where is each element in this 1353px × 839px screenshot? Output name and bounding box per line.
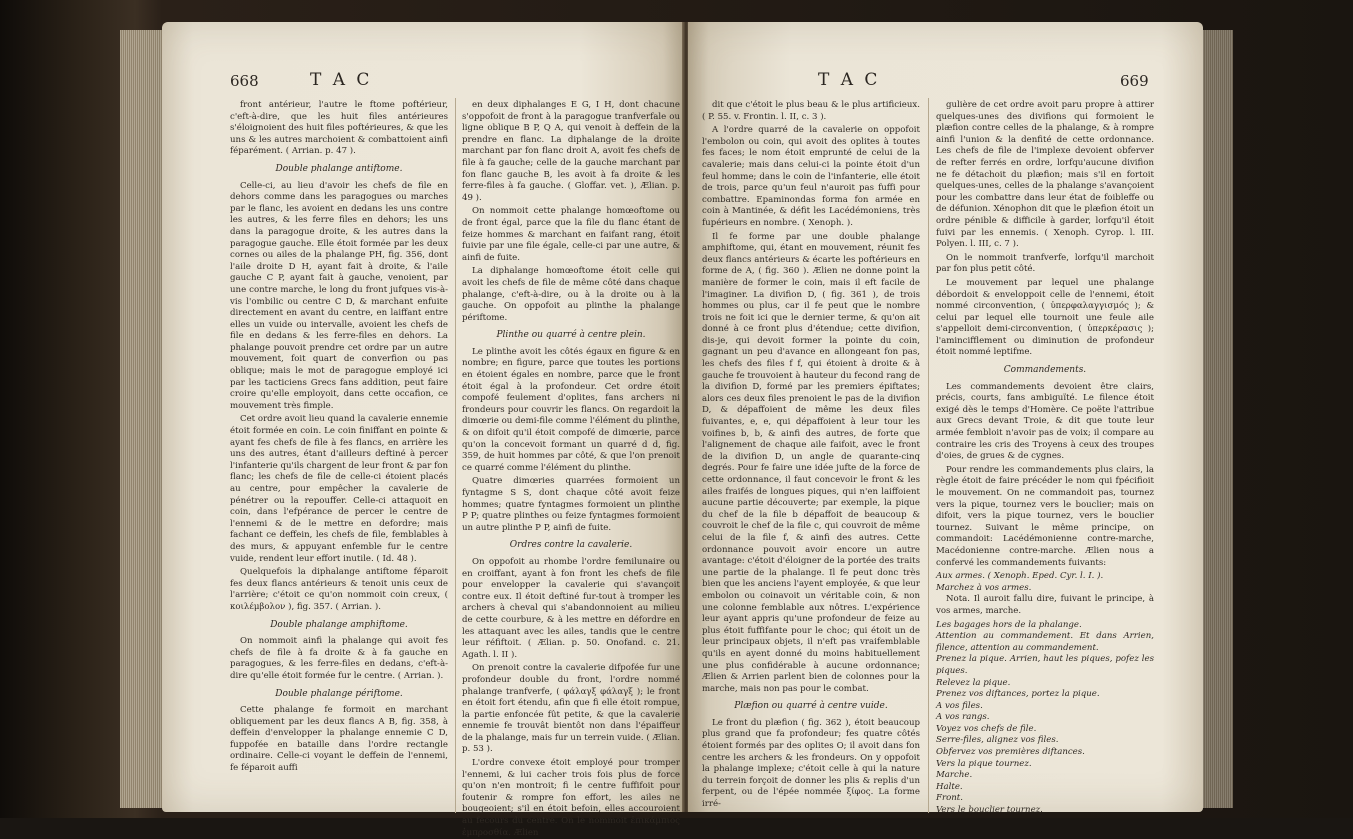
text-column-2 [462, 100, 680, 838]
page-number: 669 [1120, 72, 1149, 90]
paragraph: en deux diphalanges E G, I H, dont chacune s'oppofoit de front à la paragogue tranfverfale ou ligne oblique B P, Q A, qui venoit à deffein de la prendre en flanc. La diphalange de la droite marchant par fon flanc droit A, avoit fes chefs de file à fa gauche; celle de la gauche marchant par fon flanc gauche B, les avoit à fa droite & les ferre-files à fa gauche. ( Gloffar. vet. ), Ælian. p. 49 ). [462, 100, 680, 203]
page-edges-right [1203, 30, 1233, 808]
paragraph: Quatre dimœries quarrées formoient un fyntagme S S, dont chaque côté avoit feize hommes; quatre fyntagmes formoient un plinthe P P; quatre plinthes ou feize fyntagmes formoient un autre plinthe P P, ainfi de fuite. [462, 476, 680, 533]
paragraph: Voyez vos chefs de file. [936, 723, 1037, 734]
paragraph: Quelquefois la diphalange antiftome féparoit fes deux flancs antérieurs & tenoit unis ceux de l'arrière; c'étoit ce qu'on nommoit coin creux, ( κοιλέμβολον ), fig. 357. ( Arrian. ). [230, 567, 448, 612]
paragraph: On oppofoit au rhombe l'ordre femilunaire ou en croiffant, ayant à fon front les chefs de file pour envelopper la cavalerie qui s'avançoit contre eux. Il étoit deftiné fur-tout à tromper les archers à cheval qui s'abandonnoient au milieu de cette courbure, & à les mettre en défordre en les attaquant avec les ailes, tandis que le centre leur réfiftoit. ( Ælian. p. 50. Onofand. c. 21. Agath. l. II ). [462, 556, 680, 660]
paragraph: L'ordre convexe étoit employé pour tromper l'ennemi, & lui cacher trois fois plus de force qu'on n'en montroit; fi le centre fuffifoit pour foutenir & rompre fon effort, les ailes ne bougeoient; s'il en étoit befoin, elles accouroient au fecours du centre. On le nommoit ἐπικάμπιος ἐμπροσθία. Ælien [462, 758, 680, 838]
paragraph: Vers la pique tournez. [936, 758, 1032, 769]
paragraph: Pour rendre les commandements plus clairs, la règle étoit de faire précéder le nom qui fpécifioit le mouvement. On ne commandoit pas, tournez vers la pique, tournez vers le bouclier; mais on difoit, vers la pique tournez, vers le bouclier tournez. Suivant le même principe, on commandoit: Lacédémonienne contre-marche, Macédonienne contre-marche. Ælien nous a confervé les commandements fuivants: [936, 464, 1154, 568]
paragraph: Cet ordre avoit lieu quand la cavalerie ennemie étoit formée en coin. Le coin finiffant en pointe & ayant fes chefs de file à fes flancs, en arrière les uns des autres, étant d'ailleurs deftiné à percer l'infanterie qu'ils chargent de leur front & par fon flanc; les chefs de file de celle-ci étoient placés au centre, pour empêcher la cavalerie de pénétrer ou la repouffer. Celle-ci attaquoit en coin, dans l'efpérance de percer le centre de l'ennemi & de le mettre en defordre; mais fachant ce deffein, les chefs de file, femblables à des murs, & appuyant enfemble fur le centre vuide, rendent leur effort inutile. ( Id. 48 ). [230, 414, 448, 564]
text-column-1 [702, 100, 920, 820]
running-header: T A C [310, 70, 373, 90]
paragraph: Obfervez vos premières diftances. [936, 747, 1085, 758]
paragraph: On nommoit cette phalange homœoftome ou de front égal, parce que la file du flanc étant de feize hommes & marchant en faifant rang, étoit fuivie par une file égale, celle-ci par une autre, & ainfi de fuite. [462, 206, 680, 263]
paragraph: Halte. [936, 781, 963, 792]
paragraph: On nommoit ainfi la phalange qui avoit fes chefs de file à fa droite & à fa gauche en paragogues, & les ferre-files en dedans, c'eft-à-dire qu'elle étoit formée fur le centre. ( Arrian. ). [230, 636, 448, 681]
paragraph: Aux armes. ( Xenoph. Eped. Cyr. l. I. ). [936, 571, 1104, 582]
column-rule [928, 98, 929, 813]
paragraph: Nota. Il auroit fallu dire, fuivant le principe, à vos armes, marche. [936, 594, 1154, 616]
paragraph: Celle-ci, au lieu d'avoir les chefs de file en dehors comme dans les paragogues ou marches par le flanc, les avoient en dedans les uns contre les autres, & les ferre files en dehors; les uns dans la paragogue droite, & les autres dans la paragogue gauche. Elle étoit formée par les deux cornes ou ailes de la phalange PH, fig. 356, dont l'aile droite D H, ayant fait à droite, & l'aile gauche C P, ayant fait à gauche, venoient, par une contre marche, le long du front jufques vis-à-vis l'ombilic ou centre C D, & marchant enfuite directement en avant du centre, en laiffant entre elles un vuide ou intervalle, avoient les chefs de file en dedans & les ferre-files en dehors. La phalange pouvoit prendre cet ordre par un autre mouvement, foit quart de converfion ou pas oblique; mais le mot de paragogue employé ici par les tacticiens Grecs fans addition, peut faire croire qu'elle employoit, dans cette occafion, ce mouvement très fimple. [230, 180, 448, 411]
section-heading: Ordres contre la cavalerie. [509, 540, 633, 551]
paragraph: Marchez à vos armes. [936, 582, 1032, 593]
section-heading: Plinthe ou quarré à centre plein. [496, 330, 646, 341]
paragraph: Prenez vos diftances, portez la pique. [936, 689, 1100, 700]
paragraph: Attention au commandement. Et dans Arrien, filence, attention au commandement. [936, 631, 1154, 653]
paragraph: Cette phalange fe formoit en marchant obliquement par les deux flancs A B, fig. 358, à deffein d'envelopper la phalange ennemie C D, fuppofée en bataille dans l'ordre rectangle ordinaire. Celle-ci voyant le deffein de l'ennemi, fe féparoit auffi [230, 705, 448, 774]
paragraph: front antérieur, l'autre le ftome poftérieur, c'eft-à-dire, que les huit files antérieures s'éloignoient des huit files poftérieures, & que les uns & les autres marchoient & combattoient ainfi féparément. ( Arrian. p. 47 ). [230, 100, 448, 157]
paragraph: On prenoit contre la cavalerie difpofée fur une profondeur double du front, l'ordre nommé phalange tranfverfe, ( φάλαγξ φάλαγξ ); le front en étoit fort étendu, afin que fi elle étoit rompue, la partie enfoncée fût petite, & que la cavalerie ennemie fe trouvât bientôt non dans l'épaiffeur de la phalange, mais fur un terrein vuide. ( Ælian. p. 53 ). [462, 663, 680, 755]
right-page [688, 22, 1203, 816]
running-header: T A C [818, 70, 881, 90]
section-heading: Commandements. [1003, 365, 1087, 376]
paragraph: On le nommoit tranfverfe, lorfqu'il marchoit par fon plus petit côté. [936, 252, 1154, 275]
page-edges-left [120, 30, 164, 808]
section-heading: Double phalange amphiftome. [270, 619, 408, 630]
section-heading: Plæfion ou quarré à centre vuide. [734, 701, 888, 712]
paragraph: Les commandements devoient être clairs, précis, courts, fans ambiguïté. Le filence étoit exigé dès le temps d'Homère. Ce poëte l'attribue aux Grecs devant Troie, & dit que toute leur armée fembloit n'avoir pas de voix; il compare au contraire les cris des Troyens à ceux des troupes d'oies, de grues & de cygnes. [936, 381, 1154, 462]
section-heading: Double phalange antiftome. [275, 163, 403, 174]
paragraph: Le plinthe avoit les côtés égaux en figure & en nombre; en figure, parce que toutes les portions en étoient égales en nombre, parce que le front étoit égal à la profondeur. Cet ordre étoit compofé feulement d'oplites, fans archers ni frondeurs pour couvrir les flancs. On regardoit la dimœrie ou demi-file comme l'élément du plinthe, & on difoit qu'il étoit compofé de dimœrie, parce qu'on la concevoit formant un quarré d d, fig. 359, de huit hommes par côté, & que l'on prenoit ce quarré comme l'élément du plinthe. [462, 346, 680, 473]
paragraph: Serre-files, alignez vos files. [936, 735, 1059, 746]
paragraph: Marche. [936, 770, 973, 781]
paragraph: Front. [936, 793, 963, 804]
paragraph: Prenez la pique. Arrien, haut les piques, pofez les piques. [936, 654, 1154, 676]
section-heading: Double phalange périftome. [275, 688, 403, 699]
paragraph: Il fe forme par une double phalange amphiftome, qui, étant en mouvement, réunit fes deux flancs antérieurs & écarte les poftérieurs en forme de A, ( fig. 360 ). Ælien ne donne point la manière de former le coin, mais il eft facile de l'imaginer. La divifion D, ( fig. 361 ), de trois hommes ou plus, car il fe peut que le nombre trois ne foit ici que le dernier terme, & qu'on ait donné à ce front plus d'étendue; cette divifion, dis-je, qui devoit former la pointe du coin, gagnant un peu d'avance en allongeant fon pas, les chefs des files f f, qui étoient à droite & à gauche fe trouvoient à hauteur du fecond rang de la divifion D, formé par les premiers épiftates; alors ces deux files prenoient le pas de la divifion D, & dépaffoient de même les deux files fuivantes, e, e, qui dépaffoient à leur tour les voifines b, b, & ainfi des autres, de forte que l'alignement de chaque aile faifoit, avec le front de la divifion D, un angle de quarante-cinq degrés. Pour fe faire une idée jufte de la force de cette ordonnance, il faut concevoir le front & les ailes fraifés de longues piques, qui n'en laiffoient aucune partie découverte; par exemple, la pique du chef de la file b dépaffoit de beaucoup & couvroit le chef de la file c, qui couvroit de même celui de la file f, & ainfi des autres. Cette ordonnance pouvoit avoir encore un autre avantage: c'étoit d'éloigner de la portée des traits une partie de la phalange. Il fe peut donc très bien que les anciens l'ayent employée, & que leur embolon ou coinavoit un véritable coin, & non une colonne femblable aux nôtres. L'expérience leur ayant appris qu'une profondeur de feize au plus étoit fuffifante pour le choc; qui étoit un de leur principaux objets, il n'eft pas vraifemblable qu'ils en ayent donné du moins habituellement une plus confidérable à aucune ordonnance; Ælien & Arrien parlent bien de colonnes pour la marche, mais non pas pour le combat. [702, 231, 920, 694]
paragraph: A l'ordre quarré de la cavalerie on oppofoit l'embolon ou coin, qui avoit des oplites à toutes fes faces; le nom étoit emprunté de celui de la cavalerie; mais dans celui-ci la pointe étoit d'un feul homme; dans le coin de l'infanterie, elle étoit de trois, parce qu'un feul n'auroit pas fuffi pour combattre. Epaminondas forma fon armée en coin à Mantinée, & défit les Lacédémoniens, très fupérieurs en nombre. ( Xenoph. ). [702, 125, 920, 228]
paragraph: Le front du plæfion ( fig. 362 ), étoit beaucoup plus grand que fa profondeur; fes quatre côtés étoient formés par des oplites O; il avoit dans fon centre les archers & les frondeurs. On y oppofoit la phalange implexe; c'étoit celle à qui la nature du terrein forçoit de donner les plis & replis d'un ferpent, ou de l'épée nommée ξίφος. La forme irré- [702, 717, 920, 810]
page-number: 668 [230, 72, 259, 90]
paragraph: Vers le bouclier tournez. [936, 805, 1043, 816]
paragraph: A vos rangs. [936, 712, 990, 723]
paragraph: Le mouvement par lequel une phalange débordoit & enveloppoit celle de l'ennemi, étoit nommé circonvention, ( ὑπερφαλαγγισμός ); & celui par lequel elle tournoit une feule aile s'appelloit demi-circonvention, ( ὑπερκέρασις ); l'amincifflement ou diminution de profondeur étoit nommé leptifme. [936, 277, 1154, 358]
column-rule [455, 98, 456, 813]
paragraph: La diphalange homœoftome étoit celle qui avoit les chefs de file de même côté dans chaque phalange, c'eft-à-dire, ou à la droite ou à la gauche. On oppofoit au plinthe la phalange périftome. [462, 266, 680, 323]
paragraph: Les bagages hors de la phalange. [936, 619, 1082, 630]
text-column-1 [230, 100, 448, 820]
paragraph: Relevez la pique. [936, 677, 1011, 688]
text-column-2 [936, 100, 1154, 820]
paragraph: A vos files. [936, 700, 983, 711]
paragraph: dit que c'étoit le plus beau & le plus artificieux. ( P. 55. v. Frontin. l. II, c. 3 ). [702, 100, 920, 122]
left-page [162, 22, 684, 838]
paragraph: gulière de cet ordre avoit paru propre à attirer quelques-unes des divifions qui formoient le plæfion contre celles de la phalange, & à rompre ainfi l'union & la denfité de cette ordonnance. Les chefs de file de l'implexe devoient obferver de refter ferrés en ordre, lorfqu'aucune divifion ne fe détachoit du plæfion; mais s'il en fortoit quelques-unes, celles de la phalange s'avançoient pour les combattre dans leur état de foibleffe ou de défunion. Xénophon dit que le plæfion étoit un ordre pénible & difficile à garder, lorfqu'il étoit fuivi par les ennemis. ( Xenoph. Cyrop. l. III. Polyen. l. III, c. 7 ). [936, 100, 1154, 250]
